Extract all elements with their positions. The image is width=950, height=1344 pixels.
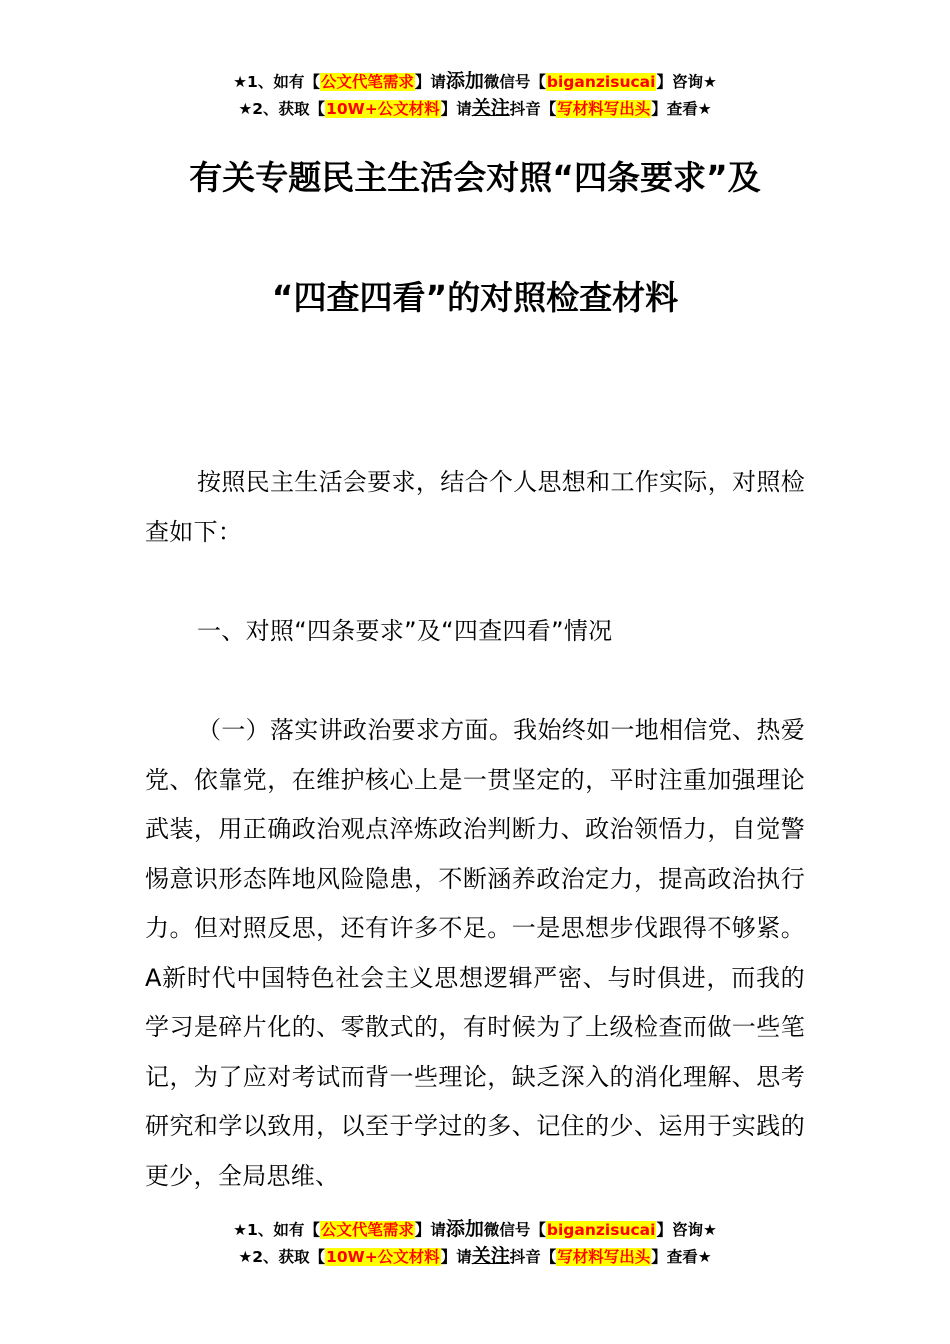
promo-highlight: 公文代笔需求 xyxy=(320,73,414,91)
document-title-line-2: “四查四看”的对照检查材料 xyxy=(271,278,679,317)
promo-banner-bottom xyxy=(0,1216,950,1270)
promo-banner-top xyxy=(0,68,950,122)
promo-douyin-id: 写材料写出头 xyxy=(557,100,651,118)
promo-line-2 xyxy=(0,95,950,122)
promo-text: 】请 xyxy=(414,73,446,91)
document-title-line-1: 有关专题民主生活会对照“四条要求”及 xyxy=(189,158,761,197)
promo-wechat-id: biganzisucai xyxy=(546,73,656,91)
promo-text: 】查看★ xyxy=(651,100,712,118)
promo-highlight: 10W+公文材料 xyxy=(326,100,440,118)
promo-text: ★1、如有【 xyxy=(233,73,320,91)
promo-text: 】查看★ xyxy=(651,1248,712,1266)
promo-text: 】咨询★ xyxy=(656,1221,717,1239)
promo-text: ★2、获取【 xyxy=(238,100,326,118)
section-heading: 一、对照“四条要求”及“四查四看”情况 xyxy=(197,617,613,645)
promo-text: 微信号【 xyxy=(483,1221,546,1239)
intro-paragraph: 按照民主生活会要求，结合个人思想和工作实际，对照检查如下： xyxy=(145,468,805,546)
promo-highlight: 公文代笔需求 xyxy=(320,1221,414,1239)
promo-text: 】请 xyxy=(440,100,472,118)
promo-text: 】请 xyxy=(414,1221,446,1239)
body-paragraph: （一）落实讲政治要求方面。我始终如一地相信党、热爱党、依靠党，在维护核心上是一贯坚定的，平时注重加强理论武装，用正确政治观点淬炼政治判断力、政治领悟力，自觉警惕意识形态阵地风险隐患，不断涵养政治定力，提高政治执行力。但对照反思，还有许多不足。一是思想步伐跟得不够紧。A新时代中国特色社会主义思想逻辑严密、与时俱进，而我的学习是碎片化的、零散式的，有时候为了上级检查而做一些笔记，为了应对考试而背一些理论，缺乏深入的消化理解、思考研究和学以致用，以至于学过的多、记住的少、运用于实践的更少，全局思维、 xyxy=(145,716,805,1190)
promo-douyin-id: 写材料写出头 xyxy=(557,1248,651,1266)
promo-emphasis: 添加 xyxy=(445,1218,484,1240)
promo-text: 微信号【 xyxy=(483,73,546,91)
promo-emphasis: 添加 xyxy=(445,70,484,92)
promo-line-2 xyxy=(0,1243,950,1270)
promo-line-1 xyxy=(0,68,950,95)
promo-emphasis: 关注 xyxy=(471,1245,510,1267)
promo-text: 】咨询★ xyxy=(656,73,717,91)
promo-text: 抖音【 xyxy=(509,1248,557,1266)
promo-highlight: 10W+公文材料 xyxy=(326,1248,440,1266)
promo-text: 】请 xyxy=(440,1248,472,1266)
promo-emphasis: 关注 xyxy=(471,97,510,119)
promo-text: 抖音【 xyxy=(509,100,557,118)
promo-text: ★1、如有【 xyxy=(233,1221,320,1239)
promo-text: ★2、获取【 xyxy=(238,1248,326,1266)
promo-wechat-id: biganzisucai xyxy=(546,1221,656,1239)
promo-line-1 xyxy=(0,1216,950,1243)
